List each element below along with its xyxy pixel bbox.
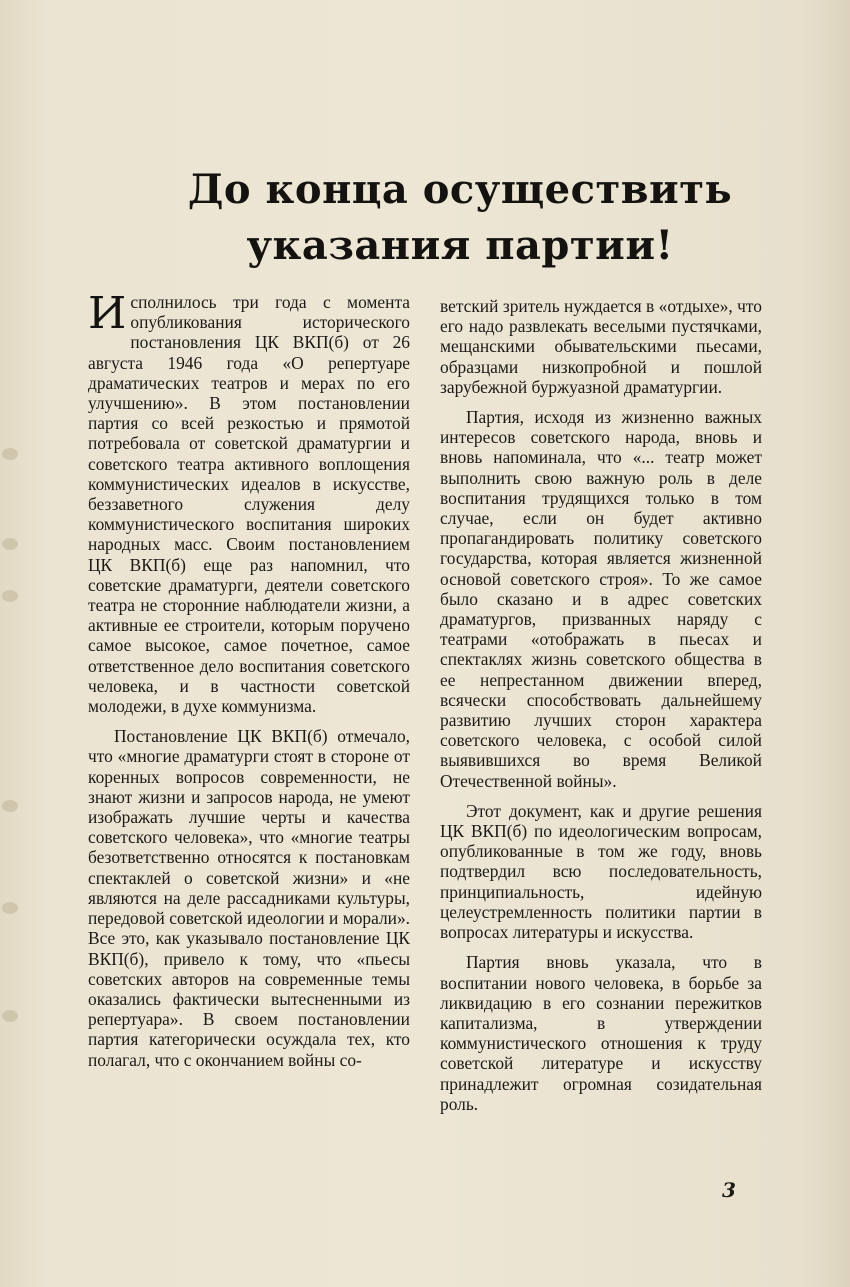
- left-column: [88, 288, 410, 1070]
- paragraph: [88, 288, 410, 717]
- paragraph: Этот документ, как и другие решения ЦК ВКП(б) по идеологическим вопросам, опубликованные в том же году, вновь подтвердил всю последовательность, принципиальность, идейную целеустремленность политики партии в вопросах литературы и искусства.: [440, 800, 762, 943]
- title-line-2: указания партии!: [246, 222, 674, 269]
- right-column: [440, 296, 762, 1114]
- binding-holes: [0, 0, 30, 1287]
- title-line-1: До конца осуществить: [187, 166, 733, 213]
- paragraph: Партия вновь указала, что в воспитании нового человека, в борьбе за ликвидацию в его сознании пережитков капитализма, в утверждении коммунистического отношения к труду советской литературе и искусству принадлежит огромная созидательная роль.: [440, 952, 762, 1114]
- paragraph: Партия, исходя из жизненно важных интересов советского народа, вновь и вновь напоминала, что «... театр может выполнить свою важную роль в деле воспитания трудящихся только в том случае, если он будет активно пропагандировать политику советского государства, которая является жизненной основой советского строя». То же самое было сказано и в адрес советских драматургов, призванных наряду с театрами «отображать в пьесах и спектаклях жизнь советского общества в ее непрестанном движении вперед, всячески способствовать дальнейшему развитию лучших сторон характера советского человека, с особой силой выявившихся во время Великой Отечественной войны».: [440, 407, 762, 791]
- paragraph-text: сполнилось три года с момента опубликования исторического постановления ЦК ВКП(б) от 26 августа 1946 года «О репертуаре драматических театров и мерах по его улучшению». В этом постановлении партия со всей резкостью и прямотой потребовала от советской драматургии и советского театра активного воплощения коммунистических идеалов в искусстве, беззаветного служения делу коммунистического воспитания широких народных масс. Своим постановлением ЦК ВКП(б) еще раз напомнил, что советские драматурги, деятели советского театра не сторонние наблюдатели жизни, а активные ее строители, которым поручено самое высокое, самое почетное, самое ответственное дело воспитания советского человека, и в частности советской молодежи, в духе коммунизма.: [88, 292, 410, 717]
- article-title: [160, 162, 760, 274]
- paragraph: Постановление ЦК ВКП(б) отмечало, что «многие драматурги стоят в стороне от коренных вопросов современности, не знают жизни и запросов народа, не умеют изображать лучшие черты и качества советского человека», что «многие театры безответственно относятся к постановкам спектаклей о советской жизни» и «не являются на деле рассадниками культуры, передовой советской идеологии и морали». Все это, как указывало постановление ЦК ВКП(б), привело к тому, что «пьесы советских авторов на современные темы оказались фактически вытесненными из репертуара». В своем постановлении партия категорически осуждала тех, кто полагал, что с окончанием войны со-: [88, 726, 410, 1070]
- page-number: 3: [722, 1178, 736, 1202]
- drop-cap: И: [88, 288, 127, 339]
- paragraph: ветский зритель нуждается в «отдыхе», что его надо развлекать веселыми пустячками, мещанскими обывательскими пьесами, образцами низкопробной и пошлой зарубежной буржуазной драматургии.: [440, 296, 762, 397]
